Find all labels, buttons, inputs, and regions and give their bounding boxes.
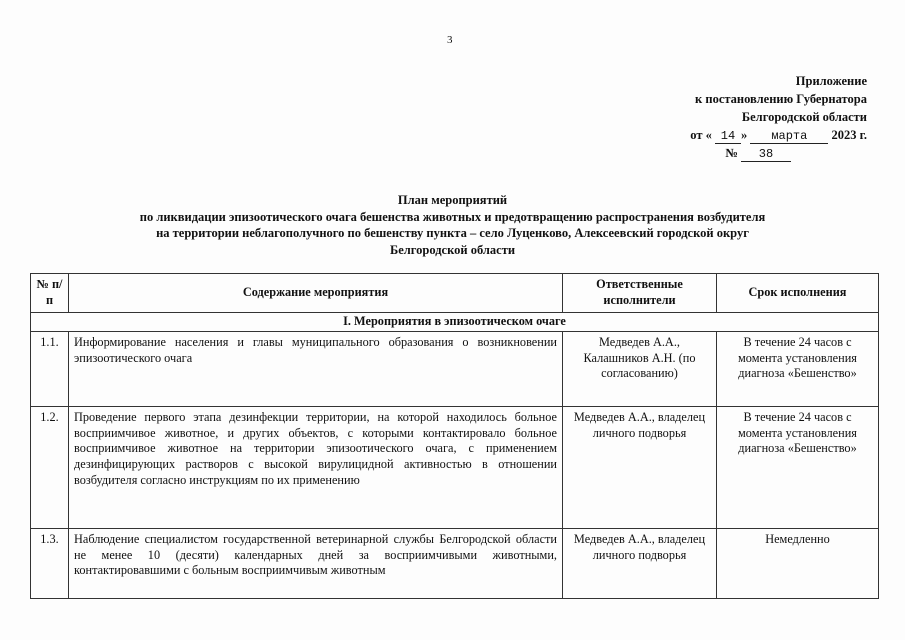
plan-title-line: План мероприятий (397, 193, 508, 207)
row-term: В течение 24 часов с момента установления диагноза «Бешенство» (717, 331, 879, 406)
plan-title-line: Белгородской области (389, 242, 516, 257)
table-row (31, 331, 879, 406)
row-term: Немедленно (717, 528, 879, 598)
header-content: Содержание мероприятия (69, 274, 563, 313)
appendix-block (637, 72, 867, 162)
date-day: 14 (715, 129, 741, 144)
appendix-decree: к постановлению Губернатора (695, 92, 867, 106)
row-content: Наблюдение специалистом государственной ветеринарной службы Белгородской области не менее 10 (десяти) календарных дней за восприимчивыми животными, контактировавшими с больным восприимчивым животным (69, 528, 563, 598)
date-year: 2023 г. (831, 128, 867, 142)
header-num: № п/п (31, 274, 69, 313)
date-prefix: от « (690, 128, 712, 142)
header-term: Срок исполнения (717, 274, 879, 313)
row-responsible: Медведев А.А., Калашников А.Н. (по согласованию) (563, 331, 717, 406)
table-row (31, 406, 879, 528)
section-row (31, 313, 879, 332)
events-table (30, 273, 879, 599)
row-number: 1.3. (31, 528, 69, 598)
plan-title (0, 192, 905, 258)
decree-number: 38 (741, 147, 791, 162)
table-row (31, 528, 879, 598)
header-responsible: Ответственные исполнители (563, 274, 717, 313)
row-responsible: Медведев А.А., владелец личного подворья (563, 406, 717, 528)
table-header-row (31, 274, 879, 313)
row-responsible: Медведев А.А., владелец личного подворья (563, 528, 717, 598)
plan-title-line: на территории неблагополучного по бешенству пункта – село Луценково, Алексеевский городской округ (156, 226, 749, 240)
page-number: 3 (447, 34, 453, 46)
date-quote-close: » (740, 128, 748, 142)
row-number: 1.1. (31, 331, 69, 406)
date-month: марта (750, 129, 828, 144)
row-number: 1.2. (31, 406, 69, 528)
appendix-region: Белгородской области (741, 110, 867, 124)
plan-title-line: по ликвидации эпизоотического очага бешенства животных и предотвращению распространения возбудителя (139, 209, 766, 224)
row-term: В течение 24 часов с момента установления диагноза «Бешенство» (717, 406, 879, 528)
appendix-date (637, 126, 867, 144)
row-content: Проведение первого этапа дезинфекции территории, на которой находилось больное восприимчивое животное, и других объектов, с которыми контактировало больное восприимчивое животное на территории эпизоотического очага, с применением дезинфицирующих растворов с высокой вирулицидной активностью в отношении возбудителя согласно инструкциям по их применению (69, 406, 563, 528)
section-title: I. Мероприятия в эпизоотическом очаге (31, 313, 879, 332)
appendix-title: Приложение (795, 74, 867, 88)
row-content: Информирование населения и главы муниципального образования о возникновении эпизоотического очага (69, 331, 563, 406)
appendix-number (637, 144, 867, 162)
number-sign: № (725, 146, 738, 160)
